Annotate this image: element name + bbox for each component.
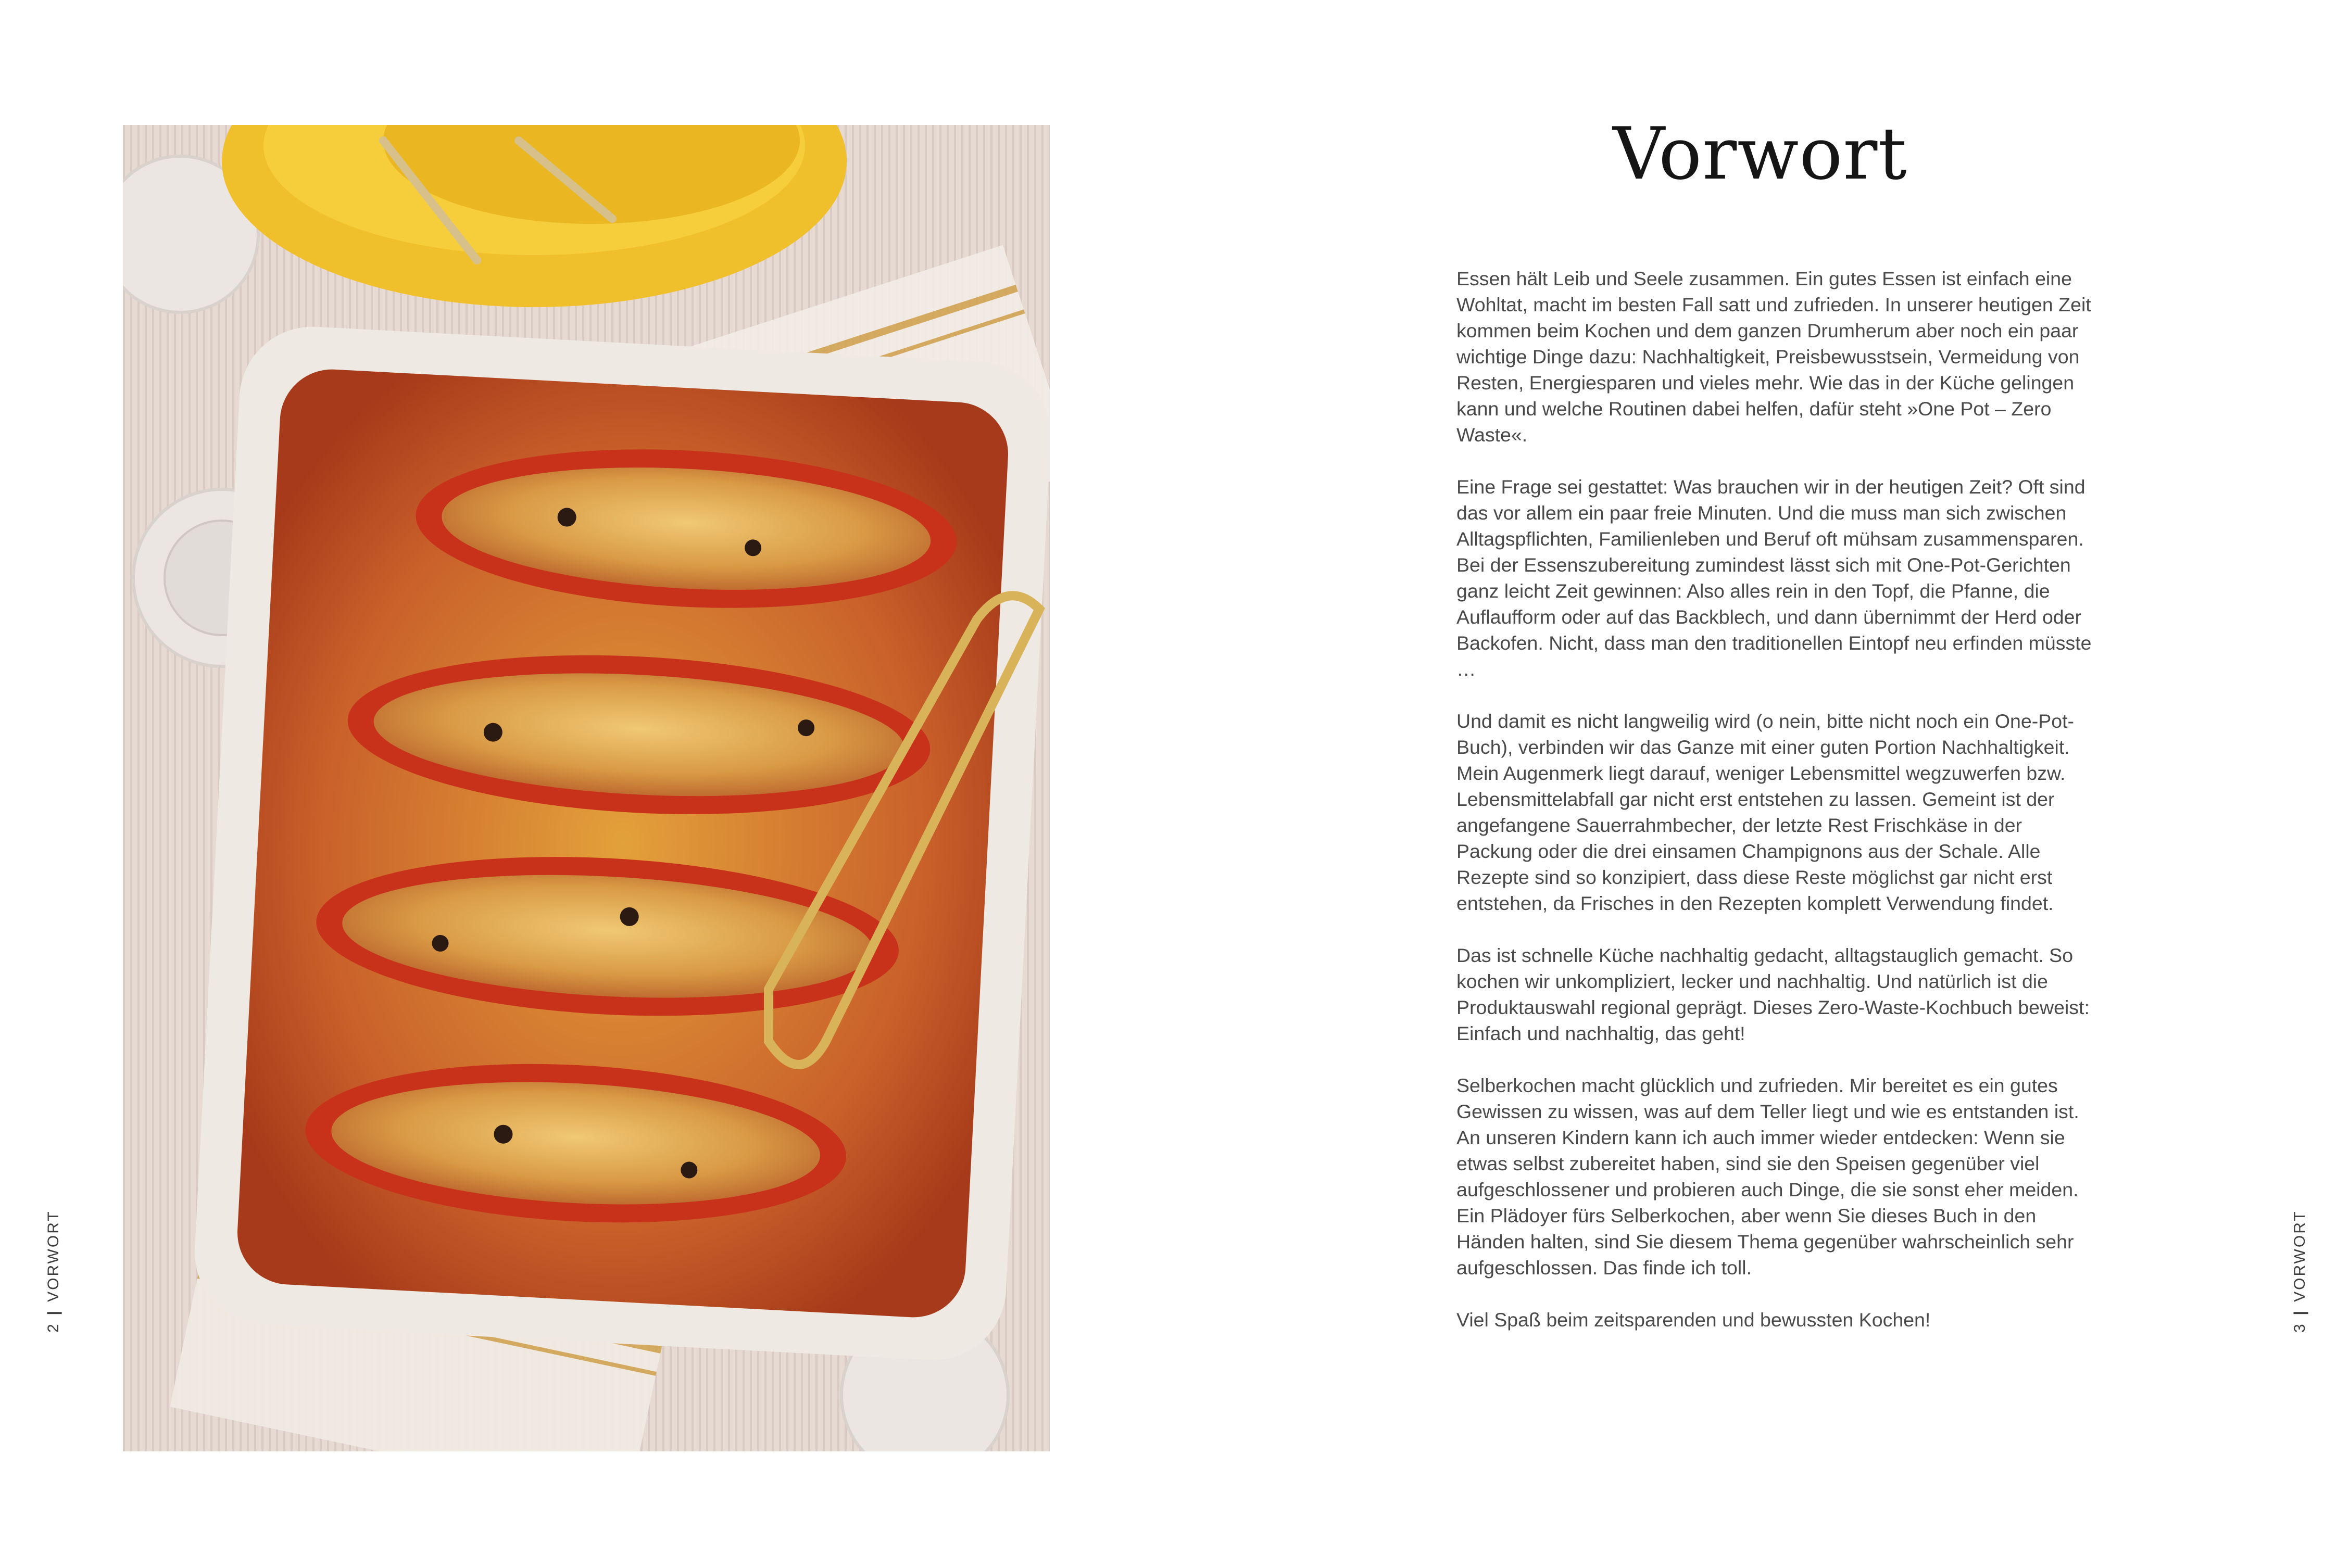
paragraph: Das ist schnelle Küche nachhaltig gedacht, alltagstauglich gemacht. So kochen wir unkompliziert, lecker und nachhaltig. Und natürlich ist die Produktauswahl regional geprägt. Dieses Zero-Waste-Kochbuch beweist: Einfach und nachhaltig, das geht!: [1456, 944, 2090, 1044]
paragraph: Und damit es nicht langweilig wird (o nein, bitte nicht noch ein One-Pot-Buch), verbinden wir das Ganze mit einer guten Portion Nachhaltigkeit. Mein Augenmerk liegt darauf, weniger Lebensmittel wegzuwerfen bzw. Lebensmittelabfall gar nicht erst entstehen zu lassen. Gemeint ist der angefangene Sauerrahmbecher, der letzte Rest Frischkäse in der Packung oder die drei einsamen Champignons aus der Schale. Alle Rezepte sind so konzipiert, dass diese Reste möglichst gar nicht erst entstehen, da Frisches in den Rezepten komplett Verwendung findet.: [1456, 710, 2075, 914]
page-number: 3: [2291, 1322, 2308, 1333]
foreword-body: [1456, 265, 2097, 1359]
folio-divider: |: [45, 1309, 62, 1316]
paragraph: Selberkochen macht glücklich und zufrieden. Mir bereitet es ein gutes Gewissen zu wissen, was auf dem Teller liegt und wie es entstanden ist. An unseren Kindern kann ich auch immer wieder entdecken: Wenn sie etwas selbst zubereitet haben, sind sie den Speisen gegenüber viel aufgeschlossener und probieren auch Dinge, die sie sonst eher meiden. Ein Plädoyer fürs Selberkochen, aber wenn Sie dieses Buch in den Händen halten, sind Sie diesem Thema gegenüber wahrscheinlich sehr aufgeschlossen. Das finde ich toll.: [1456, 1074, 2079, 1279]
page-folio-right: [2291, 1210, 2309, 1333]
paragraph: Viel Spaß beim zeitsparenden und bewussten Kochen!: [1456, 1309, 1931, 1331]
section-label: VORWORT: [2291, 1210, 2308, 1302]
paragraph: Essen hält Leib und Seele zusammen. Ein gutes Essen ist einfach eine Wohltat, macht im besten Fall satt und zufrieden. In unserer heutigen Zeit kommen beim Kochen und dem ganzen Drumherum aber noch ein paar wichtige Dinge dazu: Nachhaltigkeit, Preisbewusstsein, Vermeidung von Resten, Energiesparen und vieles mehr. Wie das in der Küche gelingen kann und welche Routinen dabei helfen, dafür steht »One Pot – Zero Waste«.: [1456, 268, 2091, 446]
section-label: VORWORT: [45, 1210, 62, 1302]
paragraph: Eine Frage sei gestattet: Was brauchen wir in der heutigen Zeit? Oft sind das vor allem ein paar freie Minuten. Und die muss man sich zwischen Alltagspflichten, Familienleben und Beruf oft mühsam zusammensparen. Bei der Essenszubereitung zumindest lässt sich mit One-Pot-Gerichten ganz leicht Zeit gewinnen: Also alles rein in den Topf, die Pfanne, die Auflaufform oder auf das Backblech, und dann übernimmt der Herd oder Backofen. Nicht, dass man den traditionellen Eintopf neu erfinden müsste …: [1456, 476, 2092, 680]
page-folio-left: [45, 1210, 62, 1333]
folio-divider: |: [2291, 1309, 2308, 1316]
page-title: Vorwort: [1613, 112, 1907, 196]
page-number: 2: [45, 1322, 62, 1333]
food-photo-icon: [123, 125, 1050, 1451]
